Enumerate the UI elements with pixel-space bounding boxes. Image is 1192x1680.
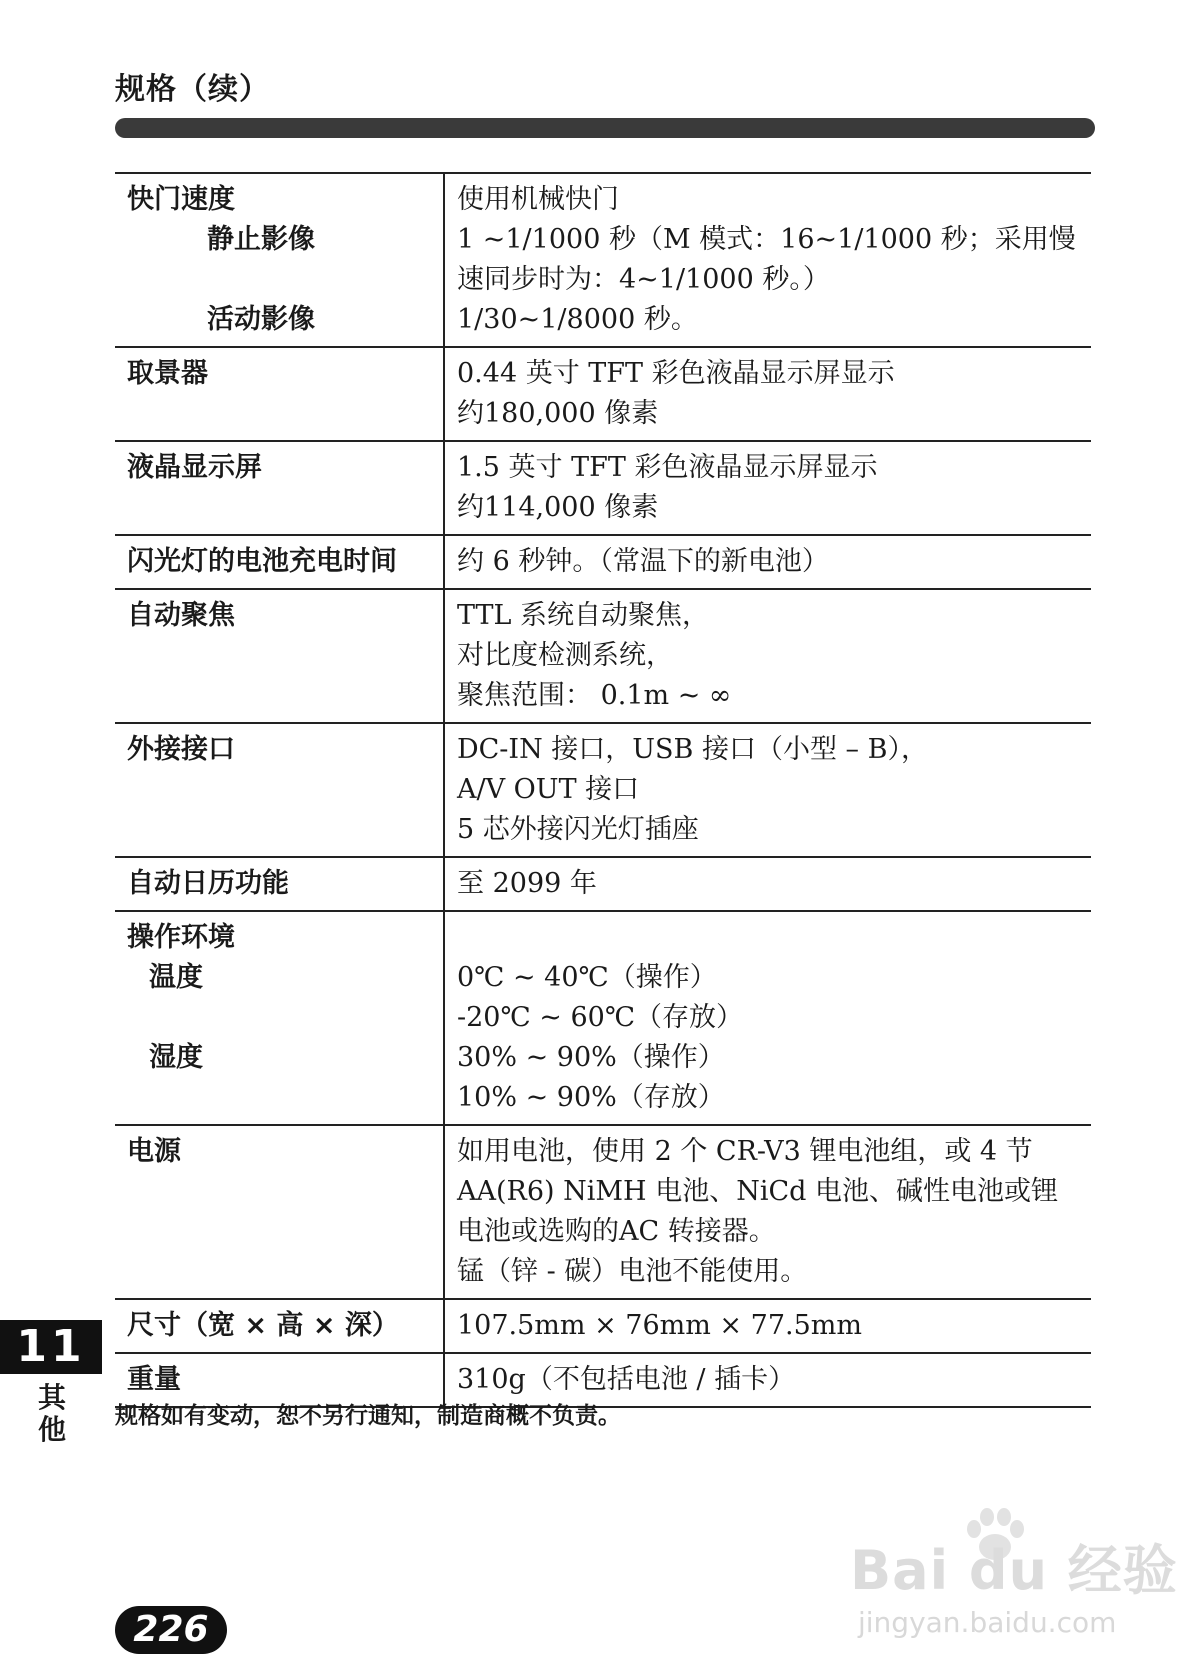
- watermark-url: jingyan.baidu.com: [858, 1606, 1117, 1639]
- spec-row-calendar: [115, 857, 1091, 911]
- spec-value: A/V OUT 接口: [457, 774, 640, 805]
- spec-sublabel: 温度: [149, 962, 203, 993]
- spec-label: 取景器: [127, 358, 208, 389]
- spec-label-cell: [115, 723, 444, 857]
- spec-value: 聚焦范围： 0.1m ~ ∞: [457, 680, 732, 711]
- spec-table: [115, 172, 1091, 1408]
- spec-value-cell: [444, 1299, 1091, 1353]
- spec-value: 0.44 英寸 TFT 彩色液晶显示屏显示: [457, 358, 895, 389]
- spec-label: 闪光灯的电池充电时间: [127, 546, 397, 577]
- spec-value-cell: [444, 723, 1091, 857]
- spec-label: 外接接口: [127, 734, 235, 765]
- spec-label-cell: [115, 911, 444, 1125]
- spec-label: 操作环境: [127, 922, 235, 953]
- spec-sublabel: 静止影像: [207, 224, 315, 255]
- spec-value-cell: [444, 535, 1091, 589]
- spec-value: 1 ~1/1000 秒（M 模式：16~1/1000 秒；采用慢: [457, 224, 1076, 255]
- spec-label-cell: [115, 1299, 444, 1353]
- spec-value: 至 2099 年: [457, 868, 597, 899]
- spec-value-cell: [444, 589, 1091, 723]
- title-underline-bar: [115, 118, 1095, 138]
- spec-value-cell: [444, 857, 1091, 911]
- spec-value-cell: [444, 173, 1091, 347]
- spec-label: 自动聚焦: [127, 600, 235, 631]
- spec-label: 快门速度: [127, 184, 235, 215]
- spec-row-viewfinder: [115, 347, 1091, 441]
- spec-value: 速同步时为：4~1/1000 秒。）: [457, 264, 830, 295]
- spec-value: 电池或选购的AC 转接器。: [457, 1216, 776, 1247]
- page-number: 226: [115, 1606, 227, 1654]
- chapter-name: 其他: [37, 1381, 66, 1446]
- footnote: 规格如有变动，恕不另行通知，制造商概不负责。: [115, 1403, 621, 1429]
- spec-label-cell: [115, 857, 444, 911]
- spec-value: 0℃ ~ 40℃（操作）: [457, 962, 717, 993]
- spec-label: 自动日历功能: [127, 868, 289, 899]
- spec-sublabel: 活动影像: [207, 304, 315, 335]
- spec-row-power: [115, 1125, 1091, 1299]
- spec-row-interfaces: [115, 723, 1091, 857]
- spec-value-cell: [444, 441, 1091, 535]
- spec-value: 如用电池，使用 2 个 CR-V3 锂电池组，或 4 节: [457, 1136, 1033, 1167]
- spec-value: 107.5mm × 76mm × 77.5mm: [457, 1310, 862, 1341]
- spec-value: AA(R6) NiMH 电池、NiCd 电池、碱性电池或锂: [457, 1176, 1058, 1207]
- chapter-number-tab: 11: [0, 1320, 102, 1374]
- spec-row-flash-charge: [115, 535, 1091, 589]
- spec-label-cell: [115, 589, 444, 723]
- spec-row-shutter: [115, 173, 1091, 347]
- spec-label-cell: [115, 173, 444, 347]
- spec-row-environment: [115, 911, 1091, 1125]
- spec-value: -20℃ ~ 60℃（存放）: [457, 1002, 744, 1033]
- spec-value: 约 6 秒钟。（常温下的新电池）: [457, 546, 829, 577]
- spec-value: 310g（不包括电池 / 插卡）: [457, 1364, 796, 1395]
- page-title: 规格（续）: [115, 72, 270, 107]
- spec-row-dimensions: [115, 1299, 1091, 1353]
- spec-value: 30% ~ 90%（操作）: [457, 1042, 725, 1073]
- spec-value-cell: [444, 347, 1091, 441]
- spec-value: 约180,000 像素: [457, 398, 659, 429]
- spec-value: DC-IN 接口，USB 接口（小型 – B），: [457, 734, 928, 765]
- spec-value: 5 芯外接闪光灯插座: [457, 814, 699, 845]
- spec-row-lcd: [115, 441, 1091, 535]
- spec-row-autofocus: [115, 589, 1091, 723]
- spec-value: 对比度检测系统，: [457, 640, 673, 671]
- spec-label: 电源: [127, 1136, 181, 1167]
- spec-value: 1.5 英寸 TFT 彩色液晶显示屏显示: [457, 452, 878, 483]
- spec-value: 使用机械快门: [457, 184, 619, 215]
- spec-value: 10% ~ 90%（存放）: [457, 1082, 725, 1113]
- spec-label-cell: [115, 1125, 444, 1299]
- spec-value-cell: [444, 911, 1091, 1125]
- spec-label: 尺寸（宽 × 高 × 深）: [127, 1310, 399, 1341]
- spec-value: 1/30~1/8000 秒。: [457, 304, 698, 335]
- spec-label-cell: [115, 441, 444, 535]
- spec-value: 约114,000 像素: [457, 492, 659, 523]
- spec-label-cell: [115, 347, 444, 441]
- watermark-logo: Bai du 经验: [850, 1539, 1178, 1602]
- spec-value: 锰（锌 - 碳）电池不能使用。: [457, 1256, 808, 1287]
- spec-sublabel: 湿度: [149, 1042, 203, 1073]
- spec-value-cell: [444, 1125, 1091, 1299]
- spec-label-cell: [115, 535, 444, 589]
- spec-label: 重量: [127, 1364, 181, 1395]
- spec-value: TTL 系统自动聚焦，: [457, 600, 710, 631]
- spec-label: 液晶显示屏: [127, 452, 262, 483]
